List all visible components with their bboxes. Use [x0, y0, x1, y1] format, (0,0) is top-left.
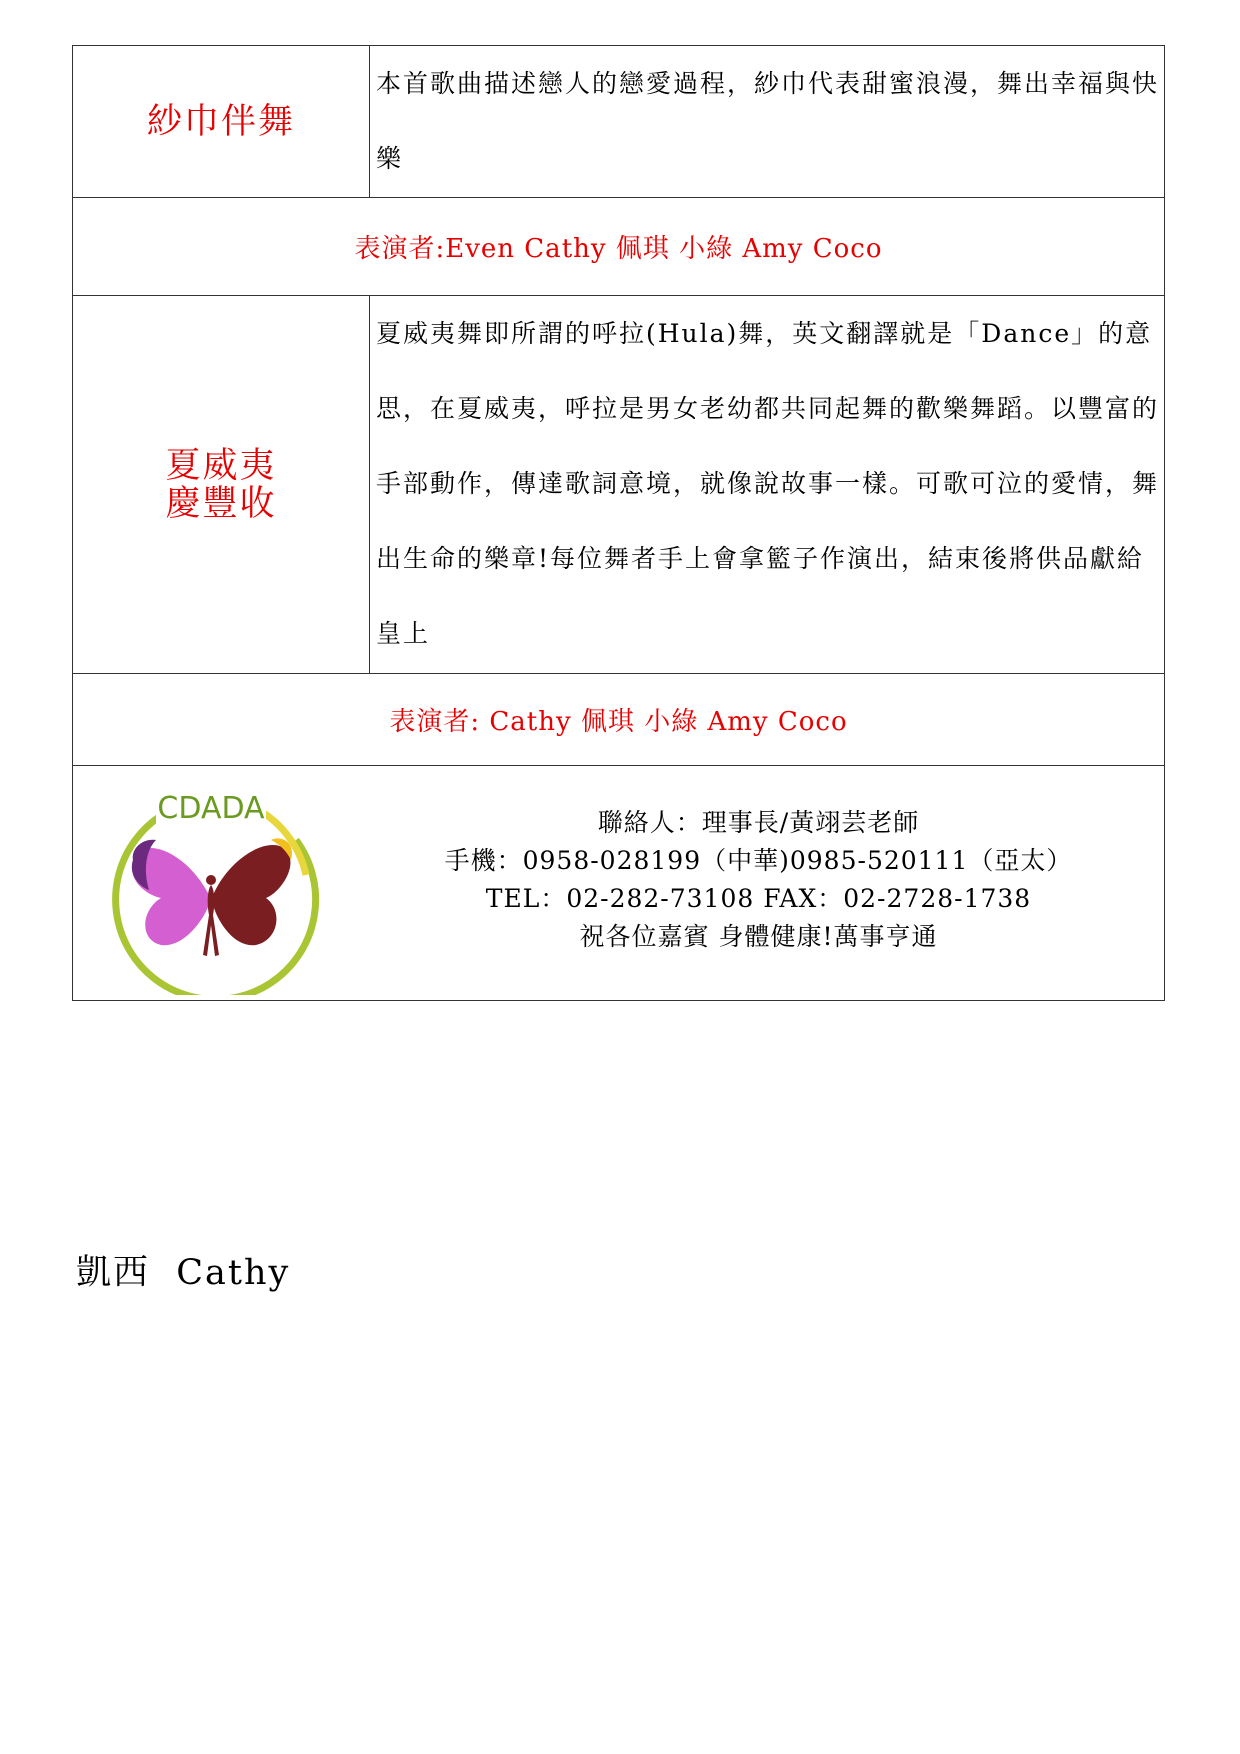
program-row [73, 296, 1165, 674]
performers-row [73, 198, 1165, 296]
butterfly-head [206, 875, 216, 885]
contact-row [73, 766, 1165, 1001]
contact-person: 聯絡人：理事長/黃翊芸老師 [597, 808, 920, 837]
program-title [73, 46, 370, 198]
contact-tel-fax: TEL：02-282-73108 FAX：02-2728-1738 [485, 884, 1032, 913]
program-description: 夏威夷舞即所謂的呼拉(Hula)舞，英文翻譯就是「Dance」的意思，在夏威夷，呼拉是男女老幼都共同起舞的歡樂舞蹈。以豐富的手部動作，傳達歌詞意境，就像說故事一樣。可歌可泣的愛情，舞出生命的樂章!每位舞者手上會拿籃子作演出，結束後將供品獻給皇上 [370, 296, 1165, 674]
cdada-logo [101, 780, 321, 995]
performers-text: 表演者:Even Cathy 佩琪 小綠 Amy Coco [73, 198, 1165, 296]
logo-text: CDADA [157, 791, 265, 826]
performers-row [73, 674, 1165, 766]
right-wing [213, 845, 290, 945]
contact-mobile: 手機：0958-028199（中華)0985-520111（亞太） [444, 846, 1073, 875]
program-title-line: 夏威夷 [165, 445, 277, 486]
program-title [73, 296, 370, 674]
contact-greeting: 祝各位嘉賓 身體健康!萬事亨通 [579, 922, 938, 951]
program-title-line: 慶豐收 [165, 483, 277, 524]
program-table [72, 45, 1165, 1001]
contact-cell [73, 766, 1165, 1001]
program-row [73, 46, 1165, 198]
contact-info [373, 804, 1144, 956]
signature: 凱西 Cathy [76, 1253, 291, 1293]
program-description: 本首歌曲描述戀人的戀愛過程，紗巾代表甜蜜浪漫，舞出幸福與快樂 [370, 46, 1165, 198]
butterfly-logo-icon [101, 780, 321, 995]
performers-text: 表演者: Cathy 佩琪 小綠 Amy Coco [73, 674, 1165, 766]
program-title-line: 紗巾伴舞 [146, 101, 295, 142]
